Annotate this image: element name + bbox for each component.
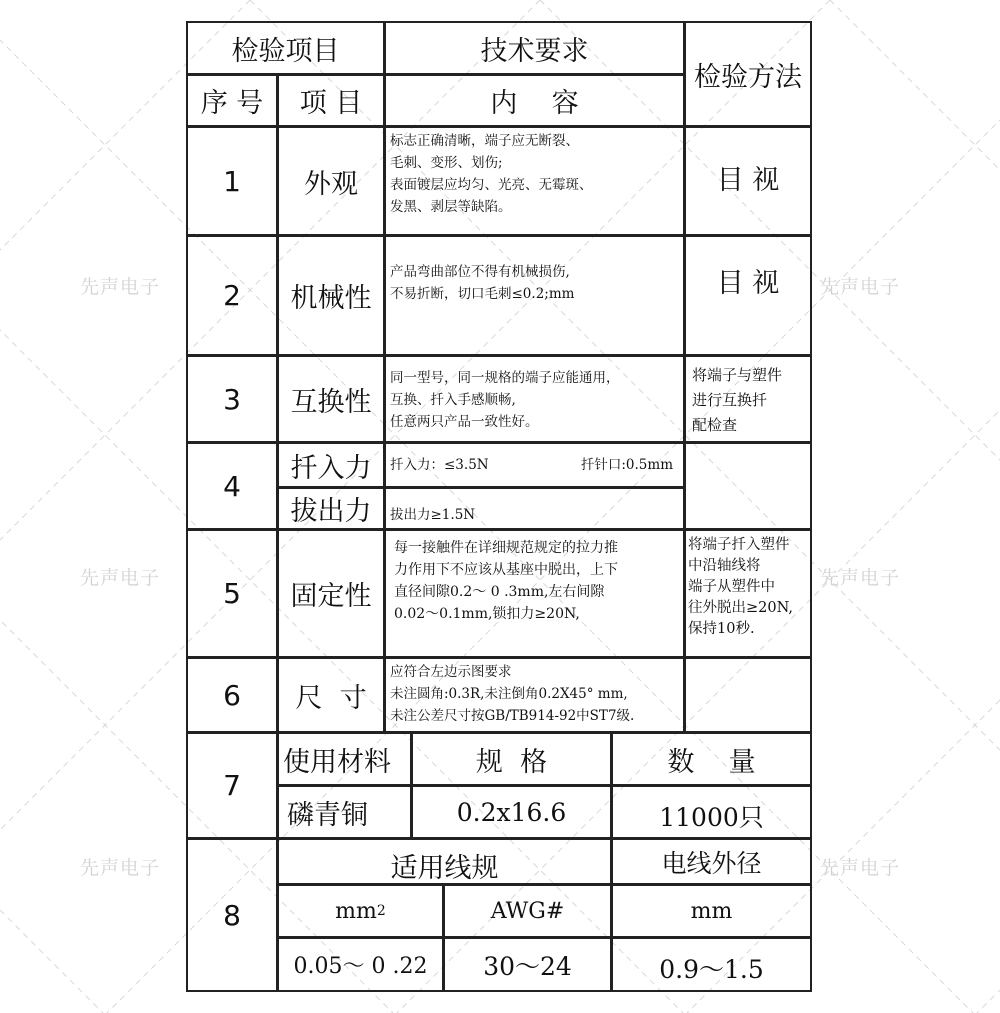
row3-content <box>384 355 685 443</box>
row6-item: 尺 寸 <box>277 657 385 733</box>
row8-awg-label: AWG# <box>443 884 612 938</box>
watermark-text: 先声电子 <box>80 276 161 298</box>
row1-no: 1 <box>186 126 278 236</box>
method-line: 往外脱出≥20N, <box>688 600 793 616</box>
method-line: 进行互换扦 <box>692 391 768 409</box>
row6-method <box>684 657 812 733</box>
content-line: 任意两只产品一致性好。 <box>390 414 539 430</box>
content-line: 标志正确清晰，端子应无断裂、 <box>390 133 579 149</box>
method-line: 中沿轴线将 <box>688 558 761 574</box>
unit-text: mm <box>335 898 377 924</box>
content-line: 产品弯曲部位不得有机械损伤, <box>390 264 570 280</box>
header-inspection-method: 检验方法 <box>684 21 812 127</box>
row7-material: 磷青铜 <box>277 785 412 839</box>
method-line: 端子从塑件中 <box>688 579 775 595</box>
content-line: 互换、扦入手感顺畅, <box>390 392 516 408</box>
header-inspection-item: 检验项目 <box>186 21 385 75</box>
row3-method <box>684 355 812 443</box>
watermark-text: 先声电子 <box>820 857 901 879</box>
row2-item: 机械性 <box>277 235 385 356</box>
watermark-text: 先声电子 <box>820 567 901 589</box>
watermark-text: 先声电子 <box>80 567 161 589</box>
row7-qty-label: 数 量 <box>611 732 812 786</box>
row8-mm2-label <box>277 884 444 938</box>
row1-method: 目 视 <box>684 126 812 236</box>
row3-item: 互换性 <box>277 355 385 443</box>
watermark-text: 先声电子 <box>80 857 161 879</box>
row5-content <box>384 529 685 658</box>
row5-item: 固定性 <box>277 529 385 658</box>
row2-content <box>384 235 685 356</box>
row4-item-extraction: 拔出力 <box>277 487 385 530</box>
content-line: 扦针口:0.5mm <box>580 457 673 473</box>
method-line: 将端子与塑件 <box>692 366 783 384</box>
row7-no: 7 <box>186 732 278 839</box>
content-line: 表面镀层应均匀、光亮、无霉斑、 <box>390 177 593 193</box>
content-line: 未注公差尺寸按GB/TB914-92中ST7级. <box>390 708 635 724</box>
content-line: 应符合左边示图要求 <box>390 664 512 680</box>
row3-no: 3 <box>186 355 278 443</box>
content-line: 拔出力≥1.5N <box>390 507 476 523</box>
unit-superscript: 2 <box>376 903 386 919</box>
row5-no: 5 <box>186 529 278 658</box>
content-line: 同一型号，同一规格的端子应能通用， <box>390 370 620 386</box>
row6-no: 6 <box>186 657 278 733</box>
content-line: 直径间隙0.2～ 0 .3mm,左右间隙 <box>394 584 605 600</box>
content-line: 发黑、剥层等缺陷。 <box>390 199 512 215</box>
row7-spec: 0.2x16.6 <box>411 785 612 839</box>
content-line: 每一接触件在详细规范规定的拉力推 <box>394 540 618 556</box>
header-item: 项 目 <box>277 74 385 127</box>
watermark-line <box>977 0 1000 1013</box>
method-line: 配检查 <box>692 416 738 434</box>
row2-no: 2 <box>186 235 278 356</box>
header-seq: 序 号 <box>186 74 278 127</box>
content-line: 未注圆角:0.3R,未注倒角0.2X45° mm, <box>390 686 628 702</box>
row8-gauge-label: 适用线规 <box>277 838 612 885</box>
row5-method <box>684 529 812 658</box>
row8-mm2-value: 0.05～ 0 .22 <box>277 937 444 992</box>
header-content: 内 容 <box>384 74 685 127</box>
row4-item-insertion: 扦入力 <box>277 442 385 488</box>
row8-od-label: 电线外径 <box>611 838 812 885</box>
content-line: 毛刺、变形、划伤; <box>390 155 503 171</box>
row1-content <box>384 126 685 236</box>
row8-od-value: 0.9～1.5 <box>611 937 812 992</box>
row4-content-extraction <box>384 487 685 530</box>
row7-material-label: 使用材料 <box>277 732 412 786</box>
row8-no: 8 <box>186 838 278 992</box>
header-tech-requirements: 技术要求 <box>384 21 685 75</box>
content-line: 不易折断，切口毛刺≤0.2;mm <box>390 286 575 302</box>
content-line: 扦入力：≤3.5N <box>390 457 489 473</box>
row2-method: 目 视 <box>684 235 812 356</box>
watermark-text: 先声电子 <box>820 276 901 298</box>
row6-content <box>384 657 685 733</box>
row4-method <box>684 442 812 530</box>
row8-mm-label: mm <box>611 884 812 938</box>
method-line: 保持10秒. <box>688 621 755 637</box>
row7-qty: 11000只 <box>611 785 812 839</box>
row4-content-insertion <box>384 442 685 488</box>
content-line: 0.02～0.1mm,锁扣力≥20N, <box>394 606 580 622</box>
content-line: 力作用下不应该从基座中脱出，上下 <box>394 562 618 578</box>
method-line: 将端子扦入塑件 <box>688 537 790 553</box>
row7-spec-label: 规 格 <box>411 732 612 786</box>
row4-no: 4 <box>186 442 278 530</box>
row1-item: 外观 <box>277 126 385 236</box>
row8-awg-value: 30～24 <box>443 937 612 992</box>
